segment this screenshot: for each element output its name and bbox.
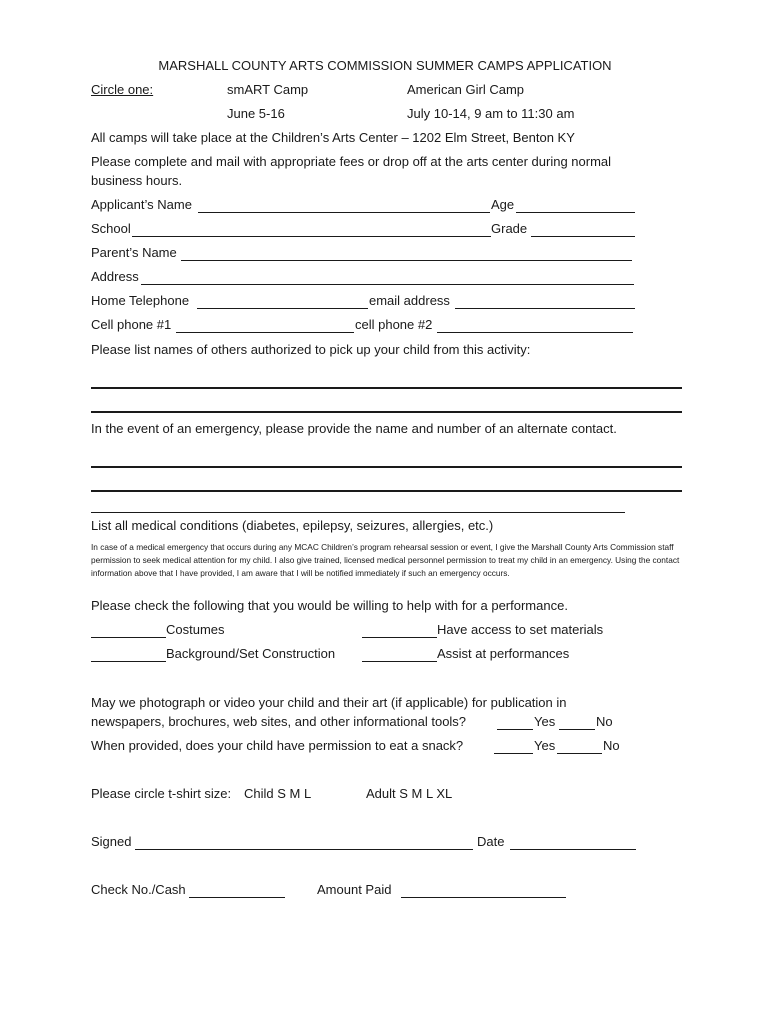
age-label: Age (491, 197, 515, 212)
medical-consent-text: In case of a medical emergency that occurs during any MCAC Children’s program rehearsal session or event, I give the Marshall County Arts Commission staff permission to seek medical attention for my child. I also give trained, licensed medical personnel permission to treat my child in an emergency. Using the contact information above that I have provided, I am aware that I will be notified immediately if such an emergency occurs. (91, 542, 680, 578)
set-construction-checkbox[interactable] (91, 648, 166, 662)
applicant-name-field[interactable] (198, 199, 490, 213)
photo-question-line-1: May we photograph or video your child and their art (if applicable) for publication in (91, 695, 567, 710)
camp-american-girl-name[interactable]: American Girl Camp (407, 82, 525, 97)
applicant-name-label: Applicant’s Name (91, 197, 192, 212)
check-cash-field[interactable] (189, 884, 285, 898)
tshirt-label: Please circle t-shirt size: (91, 786, 232, 801)
instructions-line-1: Please complete and mail with appropriate fees or drop off at the arts center during normal (91, 154, 612, 169)
check-cash-label: Check No./Cash (91, 882, 186, 897)
cell-phone-1-field[interactable] (176, 319, 354, 333)
emergency-line-1[interactable] (91, 466, 682, 468)
school-field[interactable] (132, 223, 491, 237)
snack-no-field[interactable] (557, 740, 602, 754)
snack-yes-label: Yes (534, 738, 556, 753)
emergency-line-2[interactable] (91, 490, 682, 492)
address-field[interactable] (141, 271, 634, 285)
email-field[interactable] (455, 295, 635, 309)
cell-phone-2-label: cell phone #2 (355, 317, 433, 332)
amount-paid-field[interactable] (401, 884, 566, 898)
circle-one-label: Circle one: (91, 82, 154, 97)
tshirt-child-sizes[interactable]: Child S M L (244, 786, 312, 801)
photo-yes-label: Yes (534, 714, 556, 729)
pickup-line-2[interactable] (91, 411, 682, 413)
photo-no-field[interactable] (559, 716, 595, 730)
assist-performances-checkbox[interactable] (362, 648, 437, 662)
assist-performances-label: Assist at performances (437, 646, 570, 661)
costumes-checkbox[interactable] (91, 624, 166, 638)
photo-yes-field[interactable] (497, 716, 533, 730)
pickup-prompt: Please list names of others authorized to pick up your child from this activity: (91, 342, 531, 357)
email-label: email address (369, 293, 450, 308)
location-text: All camps will take place at the Children’s Arts Center – 1202 Elm Street, Benton KY (91, 130, 575, 145)
medical-prompt: List all medical conditions (diabetes, epilepsy, seizures, allergies, etc.) (91, 518, 494, 533)
signed-label: Signed (91, 834, 132, 849)
instructions-line-2: business hours. (91, 173, 183, 188)
cell-phone-1-label: Cell phone #1 (91, 317, 172, 332)
parent-name-field[interactable] (181, 247, 632, 261)
help-prompt: Please check the following that you would be willing to help with for a performance. (91, 598, 568, 613)
school-label: School (91, 221, 131, 236)
date-label: Date (477, 834, 505, 849)
cell-phone-2-field[interactable] (437, 319, 633, 333)
set-construction-label: Background/Set Construction (166, 646, 336, 661)
snack-question: When provided, does your child have permission to eat a snack? (91, 738, 464, 753)
parent-name-label: Parent’s Name (91, 245, 177, 260)
medical-line[interactable] (91, 512, 625, 513)
age-field[interactable] (516, 199, 635, 213)
tshirt-adult-sizes[interactable]: Adult S M L XL (366, 786, 453, 801)
date-field[interactable] (510, 836, 636, 850)
photo-question-line-2: newspapers, brochures, web sites, and other informational tools? (91, 714, 467, 729)
photo-no-label: No (596, 714, 613, 729)
costumes-label: Costumes (166, 622, 225, 637)
set-materials-label: Have access to set materials (437, 622, 604, 637)
form-title: MARSHALL COUNTY ARTS COMMISSION SUMMER CAMPS APPLICATION (158, 58, 612, 73)
camp-american-girl-dates: July 10-14, 9 am to 11:30 am (407, 106, 575, 121)
snack-no-label: No (603, 738, 620, 753)
amount-paid-label: Amount Paid (317, 882, 392, 897)
emergency-prompt: In the event of an emergency, please provide the name and number of an alternate contact. (91, 421, 617, 436)
set-materials-checkbox[interactable] (362, 624, 437, 638)
grade-label: Grade (491, 221, 528, 236)
camp-smart-name[interactable]: smART Camp (227, 82, 309, 97)
snack-yes-field[interactable] (494, 740, 533, 754)
camp-smart-dates: June 5-16 (227, 106, 285, 121)
home-telephone-label: Home Telephone (91, 293, 190, 308)
home-telephone-field[interactable] (197, 295, 368, 309)
address-label: Address (91, 269, 139, 284)
pickup-line-1[interactable] (91, 387, 682, 389)
signature-field[interactable] (135, 836, 473, 850)
grade-field[interactable] (531, 223, 635, 237)
